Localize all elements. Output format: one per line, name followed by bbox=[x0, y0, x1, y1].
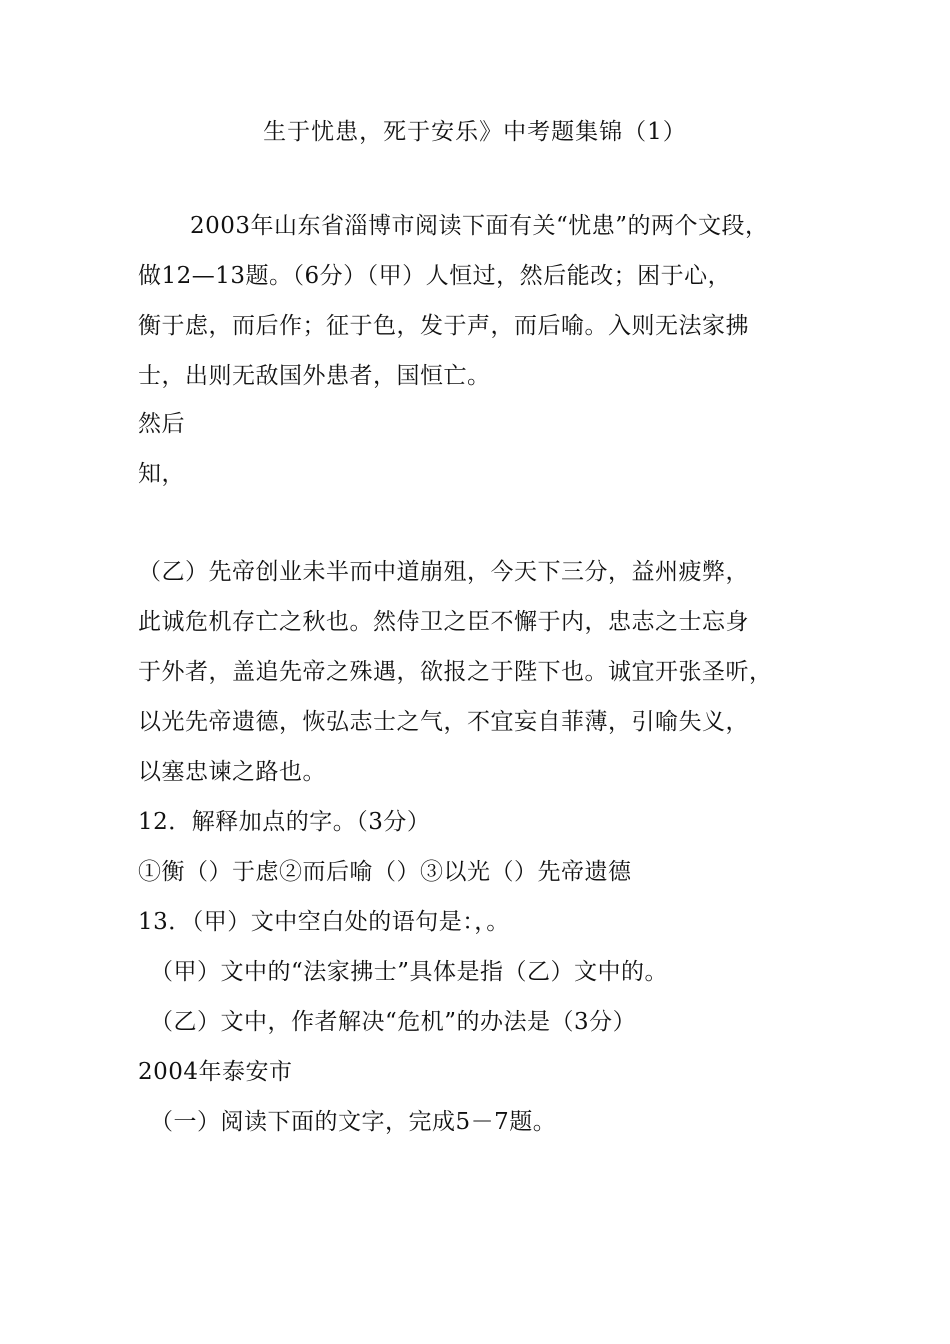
text-line: 做12—13题。（6分）（甲）人恒过，然后能改；困于心， bbox=[138, 263, 732, 289]
question-13-part: （甲）文中的“法家拂士”具体是指（乙）文中的。 bbox=[150, 959, 669, 985]
text-line: 2003年山东省淄博市阅读下面有关“忧患”的两个文段， bbox=[190, 213, 769, 239]
section-heading: 2004年泰安市 bbox=[138, 1059, 293, 1085]
question-13: 13．（甲）文中空白处的语句是：，。 bbox=[138, 909, 510, 935]
text-line: （乙）先帝创业未半而中道崩殂，今天下三分，益州疲弊， bbox=[138, 559, 749, 585]
text-line: 以塞忠谏之路也。 bbox=[138, 759, 326, 785]
text-line: 于外者，盖追先帝之殊遇，欲报之于陛下也。诚宜开张圣听， bbox=[138, 659, 773, 685]
text-line: 此诚危机存亡之秋也。然侍卫之臣不懈于内，忠志之士忘身 bbox=[138, 609, 749, 635]
question-12: 12．解释加点的字。（3分） bbox=[138, 809, 431, 835]
text-line: 知， bbox=[138, 461, 185, 487]
text-line: 衡于虑，而后作；征于色，发于声，而后喻。入则无法家拂 bbox=[138, 313, 749, 339]
question-13-part: （乙）文中，作者解决“危机”的办法是（3分） bbox=[150, 1009, 637, 1035]
question-12-items: ①衡（）于虑②而后喻（）③以光（）先帝遗德 bbox=[138, 859, 632, 885]
section-instruction: （一）阅读下面的文字，完成5－7题。 bbox=[150, 1109, 557, 1135]
text-line: 以光先帝遗德，恢弘志士之气，不宜妄自菲薄，引喻失义， bbox=[138, 709, 749, 735]
text-line: 士，出则无敌国外患者，国恒亡。 bbox=[138, 363, 491, 389]
text-line: 然后 bbox=[138, 411, 185, 437]
document-title: 生于忧患，死于安乐》中考题集锦（1） bbox=[263, 119, 687, 145]
